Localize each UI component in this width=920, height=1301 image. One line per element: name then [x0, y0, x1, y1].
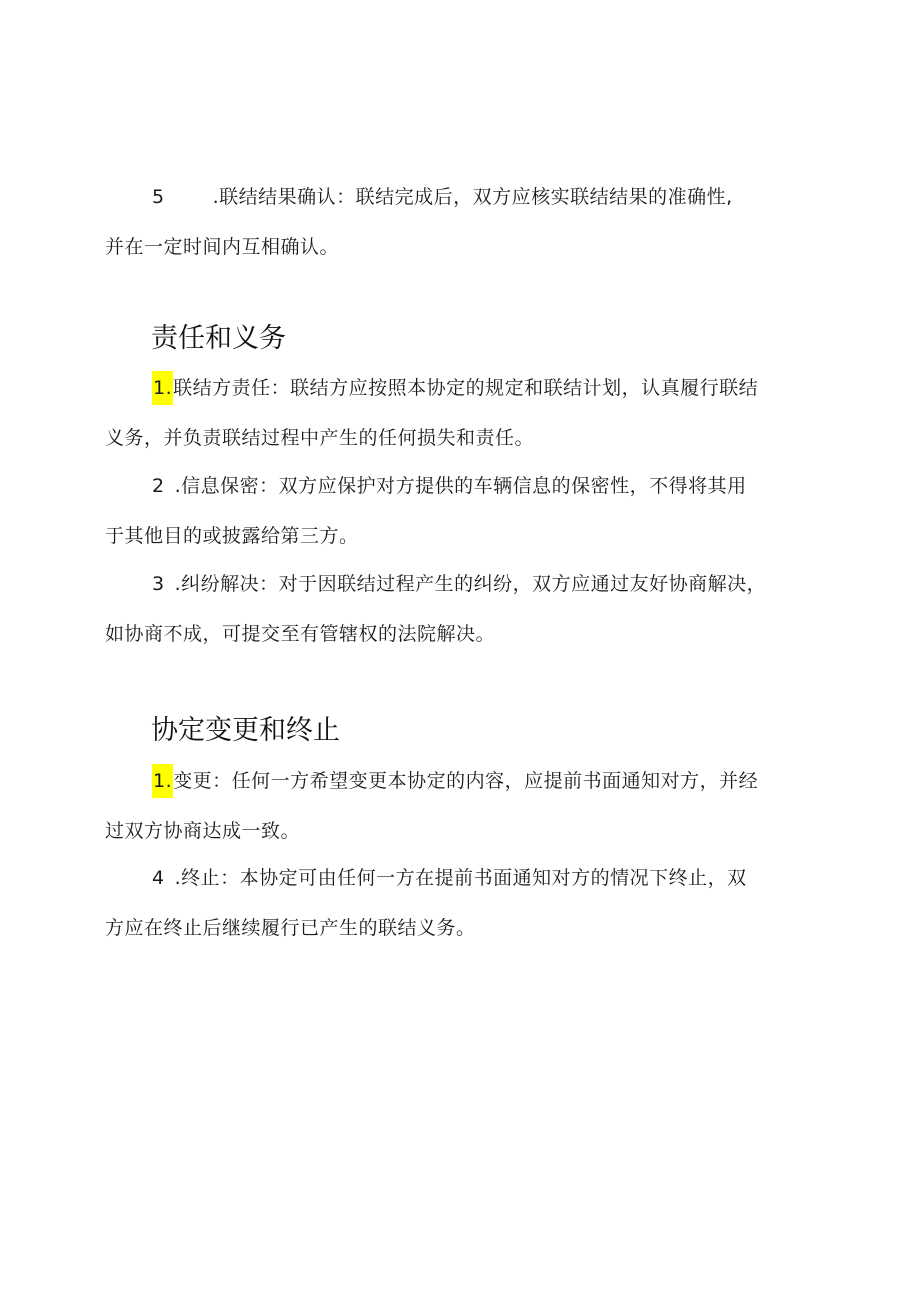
item-number: 4: [152, 867, 165, 889]
paragraph-change-1: [105, 756, 825, 856]
item-number: 2: [152, 475, 165, 497]
paragraph-text: 于其他目的或披露给第三方。: [105, 525, 359, 547]
paragraph-responsibility-1: [105, 363, 825, 463]
paragraph-text: 变更：任何一方希望变更本协定的内容，应提前书面通知对方，并经: [173, 770, 759, 792]
item-number-highlighted: 1.: [152, 371, 173, 405]
paragraph-text: .联结结果确认：联结完成后，双方应核实联结结果的准确性,: [212, 186, 733, 208]
item-number-highlighted: 1.: [152, 764, 173, 798]
paragraph-responsibility-3: [105, 559, 825, 659]
paragraph-text: 义务，并负责联结过程中产生的任何损失和责任。: [105, 427, 535, 449]
paragraph-text: .纠纷解决：对于因联结过程产生的纠纷，双方应通过友好协商解决，: [174, 573, 767, 595]
item-number: 3: [152, 573, 165, 595]
section-heading-responsibility: 责任和义务: [151, 323, 286, 354]
paragraph-text: 如协商不成，可提交至有管辖权的法院解决。: [105, 623, 496, 645]
paragraph-text: 方应在终止后继续履行已产生的联结义务。: [105, 917, 476, 939]
paragraph-item-5: [105, 172, 825, 272]
paragraph-responsibility-2: [105, 461, 825, 561]
item-number: 5: [152, 186, 165, 208]
paragraph-text: 联结方责任：联结方应按照本协定的规定和联结计划，认真履行联结: [173, 377, 759, 399]
paragraph-text: .信息保密：双方应保护对方提供的车辆信息的保密性，不得将其用: [174, 475, 747, 497]
paragraph-text: .终止：本协定可由任何一方在提前书面通知对方的情况下终止，双: [174, 867, 747, 889]
section-heading-change: 协定变更和终止: [151, 715, 340, 746]
paragraph-text: 过双方协商达成一致。: [105, 820, 301, 842]
paragraph-text: 并在一定时间内互相确认。: [105, 236, 340, 258]
paragraph-change-4: [105, 853, 825, 953]
